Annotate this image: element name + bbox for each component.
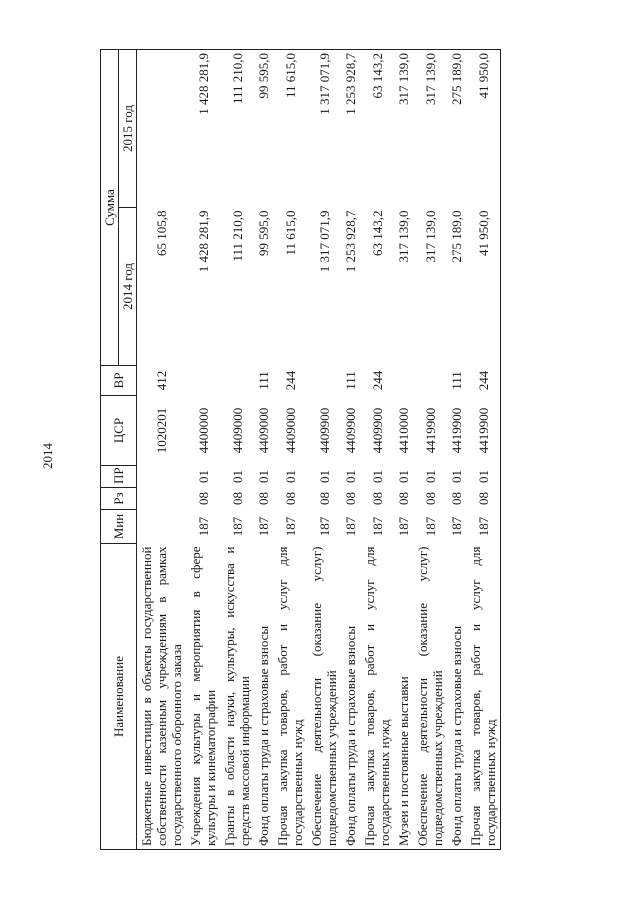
row-min (137, 510, 187, 544)
row-pr: 01 (316, 470, 332, 483)
row-rz: 08 (256, 492, 271, 505)
row-sum-2014: 1 428 281,9 (195, 210, 211, 273)
row-csr: 1020201 (154, 407, 169, 454)
row-min: 187 (396, 516, 411, 537)
row-sum-2015: 111 210,0 (220, 50, 254, 208)
row-sum-2014: 111 210,0 (229, 210, 245, 262)
row-csr: 4409900 (316, 407, 332, 454)
row-sum-2015: 1 428 281,9 (186, 50, 220, 208)
row-sum-2014: 99 595,0 (256, 210, 271, 256)
table-row (220, 50, 254, 850)
row-sum-2014: 65 105,8 (154, 210, 169, 256)
table-row (341, 50, 360, 850)
row-vr (394, 366, 413, 396)
row-name: Учреждения культуры и мероприятия в сфере культуры и кинематографии (186, 544, 220, 850)
row-sum-2015: 63 143,2 (360, 50, 394, 208)
row-vr: 244 (282, 370, 298, 391)
row-name: Прочая закупка товаров, работ и услуг для государственных нужд (273, 544, 307, 850)
table-body (137, 50, 501, 850)
row-vr (413, 366, 447, 396)
row-rz: 08 (396, 492, 411, 505)
header-min: Мин (101, 510, 137, 544)
row-min: 187 (449, 516, 464, 537)
row-rz: 08 (343, 492, 358, 505)
row-csr: 4409000 (229, 407, 245, 454)
row-rz: 08 (282, 492, 298, 505)
row-sum-2014: 317 139,0 (422, 210, 438, 263)
row-min: 187 (282, 516, 298, 537)
row-pr (137, 466, 187, 488)
row-rz: 08 (195, 492, 211, 505)
row-rz (137, 488, 187, 510)
row-pr: 01 (369, 470, 385, 483)
table-row (394, 50, 413, 850)
row-pr: 01 (256, 470, 271, 483)
row-sum-2014: 275 189,0 (449, 210, 464, 263)
row-name: Бюджетные инвестиции в объекты государственной собственности казенным учреждениям в рамках государственного оборонного заказа (137, 544, 187, 850)
row-min: 187 (466, 510, 501, 544)
table-row (273, 50, 307, 850)
row-sum-2015: 275 189,0 (447, 50, 466, 208)
row-sum-2014: 11 615,0 (282, 210, 298, 256)
row-name: Музеи и постоянные выставки (394, 544, 413, 850)
row-rz: 08 (422, 492, 438, 505)
row-sum-2014: 317 139,0 (396, 210, 411, 263)
row-csr: 4400000 (195, 407, 211, 454)
row-pr: 01 (466, 466, 501, 488)
row-vr (220, 366, 254, 396)
row-vr: 412 (154, 370, 169, 391)
table-row (466, 50, 501, 850)
row-name: Обеспечение деятельности (оказание услуг) подведомственных учреждений (307, 544, 341, 850)
header-2015: 2015 год (119, 50, 137, 208)
row-csr: 4409000 (256, 407, 271, 454)
row-min: 187 (343, 516, 358, 537)
row-sum-2014: 41 950,0 (466, 208, 501, 366)
row-sum-2014: 1 317 071,9 (316, 210, 332, 273)
row-sum-2015: 99 595,0 (254, 50, 273, 208)
row-csr: 4409000 (282, 407, 298, 454)
rotated-table-wrapper (100, 50, 610, 850)
header-name: Наименование (101, 544, 137, 850)
row-min: 187 (195, 516, 211, 537)
row-csr: 4409900 (369, 407, 385, 454)
row-rz: 08 (449, 492, 464, 505)
row-name: Гранты в области науки, культуры, искусства и средств массовой информации (220, 544, 254, 850)
row-csr: 4410000 (396, 407, 411, 454)
row-sum-2015: 1 317 071,9 (307, 50, 341, 208)
header-sum: Сумма (101, 50, 119, 366)
row-rz: 08 (466, 488, 501, 510)
row-min: 187 (316, 516, 332, 537)
row-pr: 01 (195, 470, 211, 483)
row-min: 187 (422, 516, 438, 537)
table-row (413, 50, 447, 850)
table-row (254, 50, 273, 850)
table-row (360, 50, 394, 850)
budget-table (100, 49, 501, 850)
row-sum-2014: 1 253 928,7 (343, 210, 358, 273)
table-row (137, 50, 187, 850)
row-name: Фонд оплаты труда и страховые взносы (341, 544, 360, 850)
row-pr: 01 (282, 470, 298, 483)
row-csr: 4419900 (422, 407, 438, 454)
header-rz: Рз (101, 488, 137, 510)
row-pr: 01 (422, 470, 438, 483)
table-row (307, 50, 341, 850)
row-pr: 01 (449, 470, 464, 483)
header-csr: ЦСР (101, 396, 137, 466)
row-name: Прочая закупка товаров, работ и услуг для государственных нужд (360, 544, 394, 850)
header-vr: ВР (101, 366, 137, 396)
row-rz: 08 (369, 492, 385, 505)
row-vr: 244 (466, 366, 501, 396)
row-csr: 4409900 (343, 407, 358, 454)
row-min: 187 (256, 516, 271, 537)
row-csr: 4419900 (449, 407, 464, 454)
row-vr: 111 (449, 371, 464, 390)
row-vr: 111 (343, 371, 358, 390)
row-name: Обеспечение деятельности (оказание услуг) подведомственных учреждений (413, 544, 447, 850)
row-csr: 4419900 (466, 396, 501, 466)
table-row (447, 50, 466, 850)
page-number: 2014 (40, 443, 55, 469)
row-vr: 244 (369, 370, 385, 391)
row-sum-2015: 317 139,0 (394, 50, 413, 208)
row-name: Прочая закупка товаров, работ и услуг для государственных нужд (466, 544, 501, 850)
row-name: Фонд оплаты труда и страховые взносы (254, 544, 273, 850)
row-sum-2015: 11 615,0 (273, 50, 307, 208)
row-min: 187 (229, 516, 245, 537)
row-sum-2014: 63 143,2 (369, 210, 385, 256)
table-row (186, 50, 220, 850)
row-vr (186, 366, 220, 396)
row-sum-2015 (137, 50, 187, 208)
row-vr: 111 (256, 371, 271, 390)
row-rz: 08 (316, 492, 332, 505)
row-pr: 01 (229, 470, 245, 483)
header-2014: 2014 год (119, 208, 137, 366)
row-rz: 08 (229, 492, 245, 505)
row-name: Фонд оплаты труда и страховые взносы (447, 544, 466, 850)
header-pr: ПР (101, 466, 137, 488)
row-pr: 01 (343, 470, 358, 483)
row-min: 187 (369, 516, 385, 537)
row-sum-2015: 317 139,0 (413, 50, 447, 208)
row-pr: 01 (396, 470, 411, 483)
row-sum-2015: 41 950,0 (466, 50, 501, 208)
row-vr (307, 366, 341, 396)
row-sum-2015: 1 253 928,7 (341, 50, 360, 208)
